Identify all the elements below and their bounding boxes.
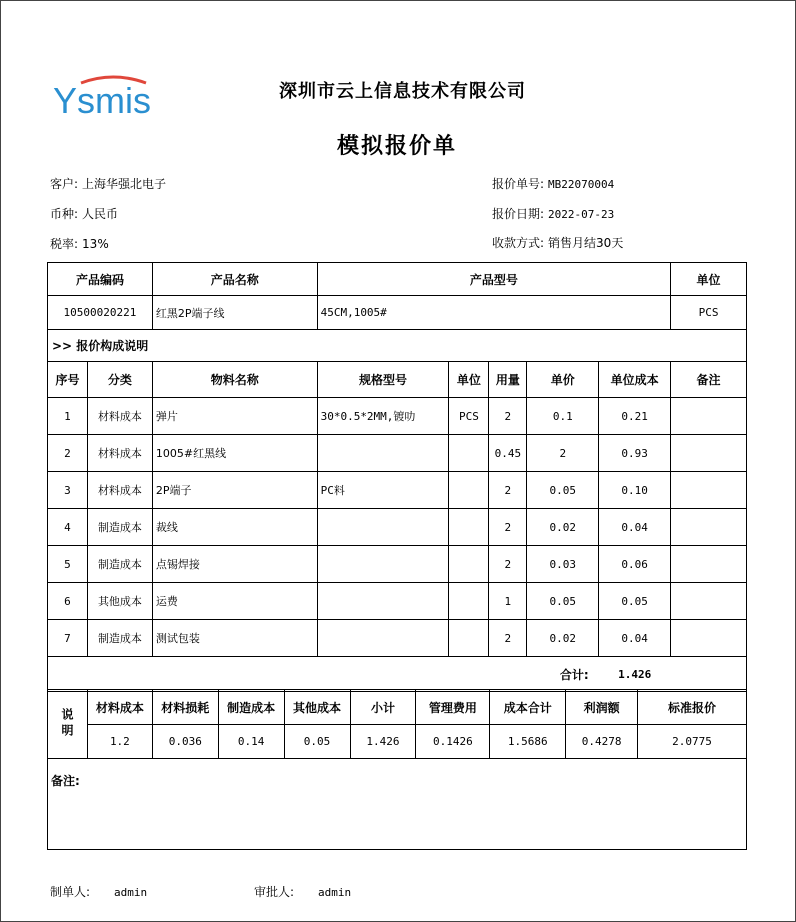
item-no: 2: [48, 435, 88, 472]
item-price: 0.02: [527, 620, 599, 657]
summary-header: 标准报价: [638, 690, 747, 725]
item-cost: 0.10: [599, 472, 671, 509]
product-code: 10500020221: [48, 296, 153, 330]
item-qty: 2: [489, 398, 527, 435]
approver-info: [254, 883, 351, 900]
tax-info: [50, 235, 109, 252]
summary-value: 1.426: [350, 725, 416, 759]
summary-value-row: [48, 725, 747, 759]
item-category: 制造成本: [87, 620, 152, 657]
summary-header: 制造成本: [218, 690, 284, 725]
item-spec: [317, 435, 449, 472]
item-note: [671, 583, 747, 620]
company-name: 深圳市云上信息技术有限公司: [279, 81, 526, 102]
item-price: 0.05: [527, 583, 599, 620]
total-value: 1.426: [599, 657, 671, 692]
summary-value: 1.5686: [490, 725, 566, 759]
item-unit: PCS: [449, 398, 489, 435]
currency-value: 人民币: [82, 207, 119, 221]
summary-value: 1.2: [87, 725, 152, 759]
item-note: [671, 546, 747, 583]
ysmis-logo: [51, 73, 176, 123]
section-row: [48, 330, 747, 362]
items-header-row: [48, 362, 747, 398]
summary-header: 小计: [350, 690, 416, 725]
table-row: [48, 620, 747, 657]
item-cost: 0.05: [599, 583, 671, 620]
item-note: [671, 398, 747, 435]
summary-value: 0.4278: [566, 725, 638, 759]
summary-header: 其他成本: [284, 690, 350, 725]
product-name-header: 产品名称: [152, 263, 317, 296]
remark-box: [47, 758, 747, 850]
product-model-header: 产品型号: [317, 263, 671, 296]
quote-date-info: [492, 205, 614, 222]
summary-side-label: 说明: [48, 690, 88, 759]
item-unit: [449, 435, 489, 472]
product-model: 45CM,1005#: [317, 296, 671, 330]
product-row: [48, 296, 747, 330]
summary-header: 材料成本: [87, 690, 152, 725]
item-unit: [449, 472, 489, 509]
summary-header: 材料损耗: [152, 690, 218, 725]
summary-header: 利润额: [566, 690, 638, 725]
payment-label: 收款方式:: [492, 236, 545, 250]
remark-label: 备注:: [51, 774, 80, 788]
quote-no-value: MB22070004: [548, 178, 615, 191]
currency-info: [50, 205, 118, 222]
item-no: 6: [48, 583, 88, 620]
approver-label: 审批人:: [254, 885, 295, 899]
item-name: 2P端子: [152, 472, 317, 509]
summary-value: 0.036: [152, 725, 218, 759]
summary-value: 0.14: [218, 725, 284, 759]
summary-value: 0.1426: [416, 725, 490, 759]
payment-value: 销售月结30天: [548, 236, 624, 250]
tax-label: 税率:: [50, 237, 79, 251]
table-row: [48, 435, 747, 472]
item-no: 1: [48, 398, 88, 435]
total-row: [48, 657, 747, 692]
item-spec: [317, 620, 449, 657]
product-unit: PCS: [671, 296, 747, 330]
item-cost: 0.21: [599, 398, 671, 435]
item-unit: [449, 583, 489, 620]
item-note: [671, 435, 747, 472]
table-row: [48, 509, 747, 546]
summary-value: 2.0775: [638, 725, 747, 759]
product-name: 红黑2P端子线: [152, 296, 317, 330]
customer-value: 上海华强北电子: [82, 177, 167, 191]
item-qty: 2: [489, 509, 527, 546]
item-cost: 0.04: [599, 509, 671, 546]
logo-text: Ysmis: [53, 80, 151, 121]
item-cost: 0.04: [599, 620, 671, 657]
summary-header: 管理费用: [416, 690, 490, 725]
summary-value: 0.05: [284, 725, 350, 759]
item-spec: PC料: [317, 472, 449, 509]
item-note: [671, 509, 747, 546]
item-qty: 2: [489, 620, 527, 657]
item-unit: [449, 546, 489, 583]
item-category: 其他成本: [87, 583, 152, 620]
item-cost: 0.93: [599, 435, 671, 472]
item-price: 0.03: [527, 546, 599, 583]
table-row: [48, 583, 747, 620]
summary-header: 成本合计: [490, 690, 566, 725]
table-row: [48, 546, 747, 583]
table-row: [48, 398, 747, 435]
item-name: 测试包装: [152, 620, 317, 657]
col-price-header: 单价: [527, 362, 599, 398]
item-unit: [449, 620, 489, 657]
col-no-header: 序号: [48, 362, 88, 398]
item-category: 材料成本: [87, 472, 152, 509]
item-spec: [317, 509, 449, 546]
item-qty: 1: [489, 583, 527, 620]
item-category: 材料成本: [87, 435, 152, 472]
item-no: 4: [48, 509, 88, 546]
quote-date-value: 2022-07-23: [548, 208, 615, 221]
item-qty: 2: [489, 546, 527, 583]
item-name: 裁线: [152, 509, 317, 546]
currency-label: 币种:: [50, 207, 79, 221]
item-no: 3: [48, 472, 88, 509]
item-no: 5: [48, 546, 88, 583]
item-spec: [317, 583, 449, 620]
summary-table: [47, 689, 747, 759]
col-unit-header: 单位: [449, 362, 489, 398]
col-material-header: 物料名称: [152, 362, 317, 398]
col-spec-header: 规格型号: [317, 362, 449, 398]
item-price: 0.05: [527, 472, 599, 509]
product-header-row: [48, 263, 747, 296]
item-price: 0.1: [527, 398, 599, 435]
item-qty: 2: [489, 472, 527, 509]
item-name: 1005#红黑线: [152, 435, 317, 472]
section-title: >> 报价构成说明: [48, 330, 747, 362]
product-code-header: 产品编码: [48, 263, 153, 296]
col-note-header: 备注: [671, 362, 747, 398]
item-cost: 0.06: [599, 546, 671, 583]
item-price: 2: [527, 435, 599, 472]
item-note: [671, 620, 747, 657]
item-unit: [449, 509, 489, 546]
customer-info: [50, 175, 166, 192]
item-no: 7: [48, 620, 88, 657]
total-label: 合计:: [527, 657, 599, 692]
item-category: 材料成本: [87, 398, 152, 435]
document-title: 模拟报价单: [337, 133, 458, 159]
summary-header-row: [48, 690, 747, 725]
item-spec: 30*0.5*2MM,镀叻: [317, 398, 449, 435]
item-category: 制造成本: [87, 509, 152, 546]
item-name: 弹片: [152, 398, 317, 435]
item-qty: 0.45: [489, 435, 527, 472]
item-category: 制造成本: [87, 546, 152, 583]
quote-no-label: 报价单号:: [492, 177, 545, 191]
tax-value: 13%: [82, 237, 109, 251]
maker-label: 制单人:: [50, 885, 91, 899]
quote-no-info: [492, 175, 614, 192]
item-name: 点锡焊接: [152, 546, 317, 583]
col-qty-header: 用量: [489, 362, 527, 398]
col-category-header: 分类: [87, 362, 152, 398]
payment-info: [492, 234, 623, 251]
col-cost-header: 单位成本: [599, 362, 671, 398]
quotation-table: [47, 262, 747, 692]
table-row: [48, 472, 747, 509]
maker-info: [50, 883, 147, 900]
customer-label: 客户:: [50, 177, 79, 191]
item-price: 0.02: [527, 509, 599, 546]
item-note: [671, 472, 747, 509]
maker-value: admin: [114, 886, 148, 899]
item-spec: [317, 546, 449, 583]
quote-date-label: 报价日期:: [492, 207, 545, 221]
product-unit-header: 单位: [671, 263, 747, 296]
approver-value: admin: [318, 886, 352, 899]
item-name: 运费: [152, 583, 317, 620]
